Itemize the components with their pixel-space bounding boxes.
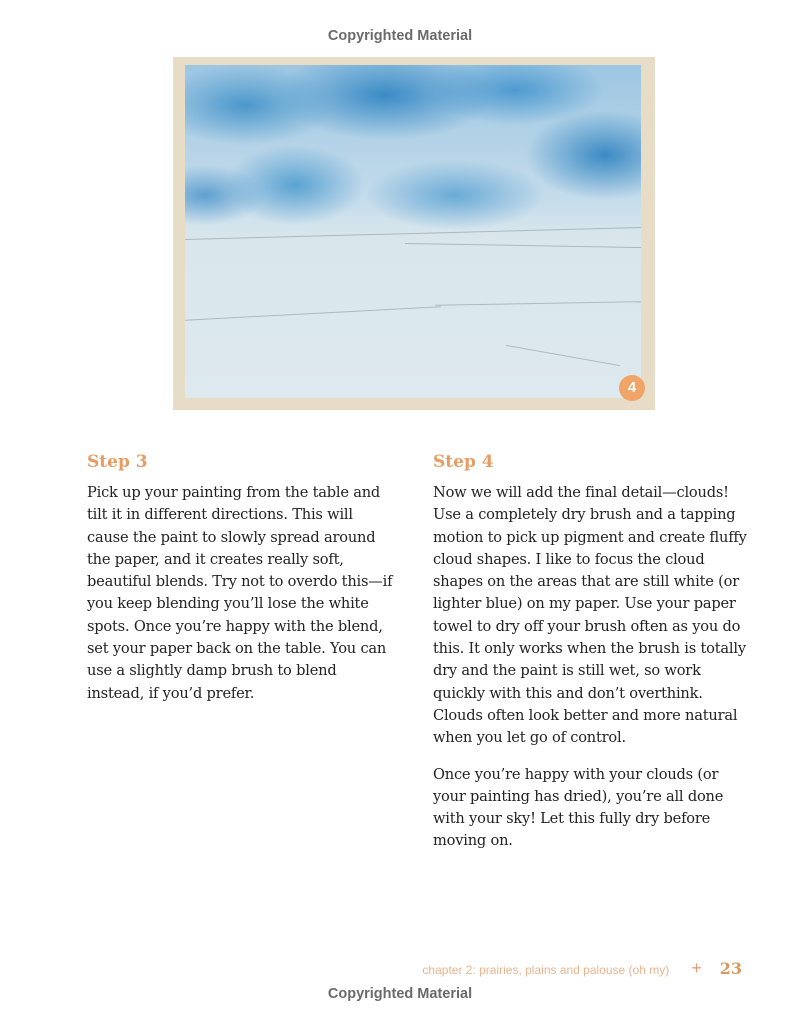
step-4-paragraph: Once you’re happy with your clouds (or your painting has dried), you’re all done with your sky! Let this fully dry before moving on.: [433, 765, 724, 850]
chapter-title: chapter 2: prairies, plains and palouse (oh my): [422, 963, 670, 977]
step-4-section: [433, 452, 748, 867]
step-3-paragraph: Pick up your painting from the table and tilt it in different directions. This will cause the paint to slowly spread around the paper, and it creates really soft, beautiful blends. Try not to overdo this—if you keep blending you’ll lose the white spots. Once you’re happy with the blend, set your paper back on the table. You can use a slightly damp brush to blend instead, if you’d prefer.: [87, 484, 393, 702]
step-3-section: [87, 452, 397, 719]
step-4-paragraph: Now we will add the final detail—clouds! Use a completely dry brush and a tapping motion to pick up pigment and create fluffy cloud shapes. I like to focus the cloud shapes on the areas that are still white (or lighter blue) on my paper. Use your paper towel to dry off your brush often as you do this. It only works when the brush is totally dry and the paint is still wet, so work quickly with this and don’t overthink. Clouds often look better and more natural when you let go of control.: [433, 484, 747, 747]
step-badge: 4: [619, 375, 645, 401]
pencil-line: [435, 301, 641, 306]
watermark-top: Copyrighted Material: [327, 28, 473, 44]
step-3-heading: Step 3: [87, 452, 148, 472]
painting-photo: [173, 57, 655, 410]
step-4-heading: Step 4: [433, 452, 494, 472]
page-footer: [422, 958, 742, 979]
cloud-sky: [185, 65, 641, 235]
pencil-line: [185, 306, 441, 320]
watercolor-paper: [185, 65, 641, 398]
plus-separator-icon: +: [691, 958, 702, 978]
page-number: 23: [719, 959, 742, 978]
watermark-bottom: Copyrighted Material: [327, 986, 473, 1002]
pencil-line: [506, 345, 620, 366]
pencil-line: [405, 243, 641, 248]
